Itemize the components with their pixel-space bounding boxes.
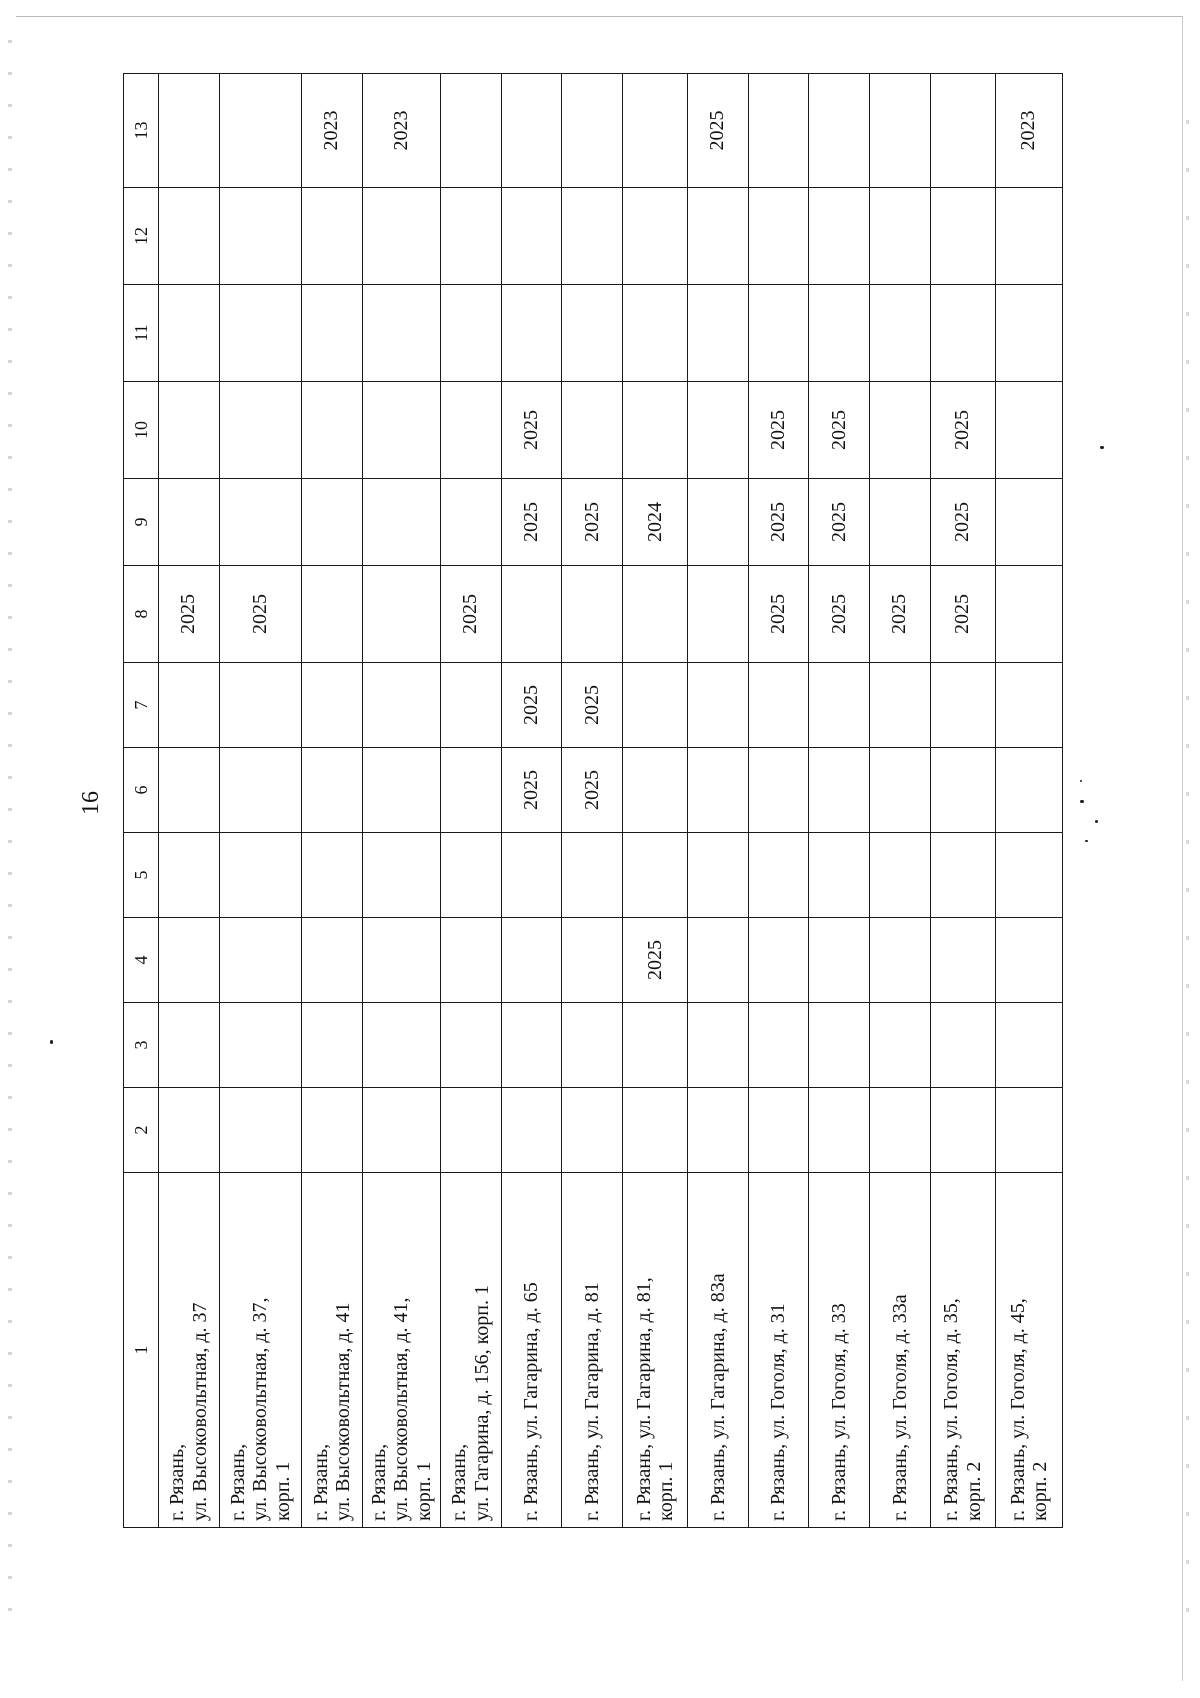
year-cell-col-7	[688, 663, 749, 748]
year-cell-col-7	[362, 663, 440, 748]
year-cell-col-10: 2025	[748, 382, 809, 479]
year-cell-col-11	[748, 285, 809, 382]
year-cell-col-13	[501, 74, 562, 188]
year-cell-col-13	[562, 74, 623, 188]
year-cell-col-2	[501, 1088, 562, 1173]
year-cell-col-4	[748, 918, 809, 1003]
year-cell-col-9	[362, 479, 440, 566]
year-cell-col-5	[562, 833, 623, 918]
year-cell-col-2	[362, 1088, 440, 1173]
year-cell-col-9	[995, 479, 1062, 566]
year-cell-col-10	[870, 382, 931, 479]
year-cell-col-4: 2025	[623, 918, 688, 1003]
year-cell-col-6	[440, 748, 501, 833]
year-cell-col-11	[219, 285, 301, 382]
column-number-9: 9	[124, 479, 159, 566]
year-cell-col-5	[870, 833, 931, 918]
table-row	[440, 74, 501, 1528]
year-cell-col-8: 2025	[748, 566, 809, 663]
year-cell-col-5	[362, 833, 440, 918]
column-number-6: 6	[124, 748, 159, 833]
year-cell-col-6	[995, 748, 1062, 833]
year-cell-col-2	[440, 1088, 501, 1173]
year-cell-col-3	[748, 1003, 809, 1088]
year-cell-col-6	[688, 748, 749, 833]
year-cell-col-8: 2025	[219, 566, 301, 663]
year-cell-col-11	[501, 285, 562, 382]
year-cell-col-8: 2025	[440, 566, 501, 663]
year-cell-col-11	[870, 285, 931, 382]
table-row	[748, 74, 809, 1528]
year-cell-col-11	[688, 285, 749, 382]
year-cell-col-11	[440, 285, 501, 382]
year-cell-col-11	[362, 285, 440, 382]
column-number-12: 12	[124, 188, 159, 285]
year-cell-col-9	[440, 479, 501, 566]
year-cell-col-13	[809, 74, 870, 188]
year-cell-col-8: 2025	[159, 566, 220, 663]
address-cell: г. Рязань, ул. Высоковольтная, д. 41	[302, 1173, 363, 1528]
year-cell-col-6	[159, 748, 220, 833]
year-cell-col-8	[362, 566, 440, 663]
table-row	[930, 74, 995, 1528]
year-cell-col-2	[219, 1088, 301, 1173]
address-cell: г. Рязань, ул. Гагарина, д. 81	[562, 1173, 623, 1528]
year-cell-col-13: 2023	[995, 74, 1062, 188]
year-cell-col-4	[219, 918, 301, 1003]
year-cell-col-9	[870, 479, 931, 566]
year-cell-col-3	[219, 1003, 301, 1088]
scan-artifact-right	[1186, 120, 1189, 1620]
address-cell: г. Рязань, ул. Гагарина, д. 65	[501, 1173, 562, 1528]
year-cell-col-8	[688, 566, 749, 663]
table-row	[501, 74, 562, 1528]
address-cell: г. Рязань, ул. Высоковольтная, д. 37, корп. 1	[219, 1173, 301, 1528]
year-cell-col-3	[302, 1003, 363, 1088]
year-cell-col-7	[870, 663, 931, 748]
table-row	[159, 74, 220, 1528]
year-cell-col-6	[302, 748, 363, 833]
year-cell-col-2	[995, 1088, 1062, 1173]
address-cell: г. Рязань, ул. Гагарина, д. 156, корп. 1	[440, 1173, 501, 1528]
year-cell-col-3	[995, 1003, 1062, 1088]
year-cell-col-13	[219, 74, 301, 188]
year-cell-col-12	[809, 188, 870, 285]
year-cell-col-5	[995, 833, 1062, 918]
year-cell-col-13	[748, 74, 809, 188]
address-cell: г. Рязань, ул. Высоковольтная, д. 41, корп. 1	[362, 1173, 440, 1528]
year-cell-col-4	[159, 918, 220, 1003]
rotated-table-container	[123, 74, 1063, 1528]
year-cell-col-12	[748, 188, 809, 285]
year-cell-col-5	[159, 833, 220, 918]
year-cell-col-10	[159, 382, 220, 479]
year-cell-col-5	[809, 833, 870, 918]
column-number-11: 11	[124, 285, 159, 382]
scan-artifact-left	[8, 40, 12, 1640]
year-cell-col-11	[930, 285, 995, 382]
year-cell-col-11	[562, 285, 623, 382]
year-cell-col-12	[870, 188, 931, 285]
year-cell-col-10	[623, 382, 688, 479]
year-cell-col-4	[501, 918, 562, 1003]
year-cell-col-5	[930, 833, 995, 918]
year-cell-col-7	[440, 663, 501, 748]
year-cell-col-11	[302, 285, 363, 382]
year-cell-col-10	[362, 382, 440, 479]
year-cell-col-8	[623, 566, 688, 663]
address-cell: г. Рязань, ул. Гагарина, д. 83а	[688, 1173, 749, 1528]
year-cell-col-9: 2025	[930, 479, 995, 566]
year-cell-col-3	[362, 1003, 440, 1088]
year-cell-col-5	[302, 833, 363, 918]
year-cell-col-12	[440, 188, 501, 285]
schedule-table	[123, 73, 1063, 1528]
year-cell-col-9	[688, 479, 749, 566]
year-cell-col-12	[623, 188, 688, 285]
column-number-5: 5	[124, 833, 159, 918]
year-cell-col-2	[809, 1088, 870, 1173]
year-cell-col-6	[623, 748, 688, 833]
column-number-2: 2	[124, 1088, 159, 1173]
year-cell-col-12	[159, 188, 220, 285]
year-cell-col-3	[809, 1003, 870, 1088]
year-cell-col-9: 2025	[809, 479, 870, 566]
year-cell-col-5	[623, 833, 688, 918]
scan-speck	[1095, 820, 1098, 823]
year-cell-col-8: 2025	[930, 566, 995, 663]
year-cell-col-6	[748, 748, 809, 833]
year-cell-col-7	[930, 663, 995, 748]
table-row	[623, 74, 688, 1528]
page-number: 16	[78, 791, 104, 815]
year-cell-col-7	[159, 663, 220, 748]
year-cell-col-13	[623, 74, 688, 188]
year-cell-col-3	[930, 1003, 995, 1088]
year-cell-col-2	[159, 1088, 220, 1173]
address-cell: г. Рязань, ул. Гоголя, д. 31	[748, 1173, 809, 1528]
year-cell-col-12	[930, 188, 995, 285]
year-cell-col-7	[219, 663, 301, 748]
scan-speck	[1100, 446, 1104, 449]
year-cell-col-4	[930, 918, 995, 1003]
year-cell-col-6: 2025	[501, 748, 562, 833]
year-cell-col-4	[440, 918, 501, 1003]
year-cell-col-5	[748, 833, 809, 918]
column-number-row	[124, 74, 159, 1528]
year-cell-col-13	[930, 74, 995, 188]
year-cell-col-12	[562, 188, 623, 285]
address-cell: г. Рязань, ул. Гоголя, д. 33	[809, 1173, 870, 1528]
year-cell-col-12	[995, 188, 1062, 285]
year-cell-col-4	[809, 918, 870, 1003]
year-cell-col-8	[995, 566, 1062, 663]
year-cell-col-8: 2025	[870, 566, 931, 663]
year-cell-col-4	[995, 918, 1062, 1003]
year-cell-col-9: 2025	[562, 479, 623, 566]
year-cell-col-7	[302, 663, 363, 748]
scan-speck	[50, 1040, 53, 1044]
year-cell-col-3	[440, 1003, 501, 1088]
year-cell-col-9: 2025	[748, 479, 809, 566]
year-cell-col-11	[809, 285, 870, 382]
year-cell-col-8	[501, 566, 562, 663]
address-cell: г. Рязань, ул. Гагарина, д. 81, корп. 1	[623, 1173, 688, 1528]
year-cell-col-6	[809, 748, 870, 833]
year-cell-col-7: 2025	[562, 663, 623, 748]
scan-speck	[1080, 800, 1084, 803]
year-cell-col-2	[930, 1088, 995, 1173]
year-cell-col-11	[159, 285, 220, 382]
year-cell-col-5	[688, 833, 749, 918]
year-cell-col-2	[688, 1088, 749, 1173]
year-cell-col-3	[688, 1003, 749, 1088]
year-cell-col-2	[302, 1088, 363, 1173]
year-cell-col-10	[995, 382, 1062, 479]
year-cell-col-2	[870, 1088, 931, 1173]
year-cell-col-10: 2025	[930, 382, 995, 479]
year-cell-col-3	[562, 1003, 623, 1088]
address-cell: г. Рязань, ул. Гоголя, д. 45, корп. 2	[995, 1173, 1062, 1528]
year-cell-col-13: 2023	[362, 74, 440, 188]
year-cell-col-2	[748, 1088, 809, 1173]
year-cell-col-9	[159, 479, 220, 566]
year-cell-col-12	[219, 188, 301, 285]
year-cell-col-7	[748, 663, 809, 748]
column-number-13: 13	[124, 74, 159, 188]
year-cell-col-9: 2024	[623, 479, 688, 566]
year-cell-col-3	[870, 1003, 931, 1088]
year-cell-col-10	[302, 382, 363, 479]
table-row	[562, 74, 623, 1528]
year-cell-col-10	[440, 382, 501, 479]
year-cell-col-8	[302, 566, 363, 663]
address-cell: г. Рязань, ул. Гоголя, д. 33а	[870, 1173, 931, 1528]
year-cell-col-4	[302, 918, 363, 1003]
year-cell-col-5	[440, 833, 501, 918]
year-cell-col-3	[159, 1003, 220, 1088]
year-cell-col-5	[219, 833, 301, 918]
column-number-4: 4	[124, 918, 159, 1003]
year-cell-col-10	[688, 382, 749, 479]
year-cell-col-12	[362, 188, 440, 285]
year-cell-col-2	[562, 1088, 623, 1173]
scan-speck	[1080, 780, 1082, 782]
year-cell-col-13: 2023	[302, 74, 363, 188]
table-body	[159, 74, 1063, 1528]
table-row	[995, 74, 1062, 1528]
year-cell-col-4	[870, 918, 931, 1003]
year-cell-col-11	[995, 285, 1062, 382]
year-cell-col-13	[870, 74, 931, 188]
year-cell-col-9	[219, 479, 301, 566]
year-cell-col-6	[870, 748, 931, 833]
year-cell-col-7	[809, 663, 870, 748]
year-cell-col-4	[562, 918, 623, 1003]
year-cell-col-7	[995, 663, 1062, 748]
year-cell-col-10	[219, 382, 301, 479]
year-cell-col-6: 2025	[562, 748, 623, 833]
year-cell-col-6	[930, 748, 995, 833]
year-cell-col-11	[623, 285, 688, 382]
year-cell-col-2	[623, 1088, 688, 1173]
year-cell-col-8	[562, 566, 623, 663]
year-cell-col-5	[501, 833, 562, 918]
year-cell-col-4	[688, 918, 749, 1003]
year-cell-col-13: 2025	[688, 74, 749, 188]
year-cell-col-10: 2025	[809, 382, 870, 479]
year-cell-col-4	[362, 918, 440, 1003]
table-row	[362, 74, 440, 1528]
column-number-3: 3	[124, 1003, 159, 1088]
year-cell-col-12	[688, 188, 749, 285]
year-cell-col-3	[501, 1003, 562, 1088]
table-row	[302, 74, 363, 1528]
table-row	[219, 74, 301, 1528]
year-cell-col-10: 2025	[501, 382, 562, 479]
year-cell-col-9	[302, 479, 363, 566]
column-number-7: 7	[124, 663, 159, 748]
year-cell-col-6	[362, 748, 440, 833]
year-cell-col-12	[302, 188, 363, 285]
column-number-1: 1	[124, 1173, 159, 1528]
year-cell-col-10	[562, 382, 623, 479]
year-cell-col-12	[501, 188, 562, 285]
address-cell: г. Рязань, ул. Гоголя, д. 35, корп. 2	[930, 1173, 995, 1528]
column-number-10: 10	[124, 382, 159, 479]
table-row	[688, 74, 749, 1528]
year-cell-col-9: 2025	[501, 479, 562, 566]
scan-speck	[1085, 840, 1088, 842]
year-cell-col-6	[219, 748, 301, 833]
table-row	[870, 74, 931, 1528]
year-cell-col-7: 2025	[501, 663, 562, 748]
year-cell-col-13	[159, 74, 220, 188]
year-cell-col-7	[623, 663, 688, 748]
year-cell-col-13	[440, 74, 501, 188]
year-cell-col-3	[623, 1003, 688, 1088]
table-row	[809, 74, 870, 1528]
column-number-8: 8	[124, 566, 159, 663]
address-cell: г. Рязань, ул. Высоковольтная, д. 37	[159, 1173, 220, 1528]
year-cell-col-8: 2025	[809, 566, 870, 663]
